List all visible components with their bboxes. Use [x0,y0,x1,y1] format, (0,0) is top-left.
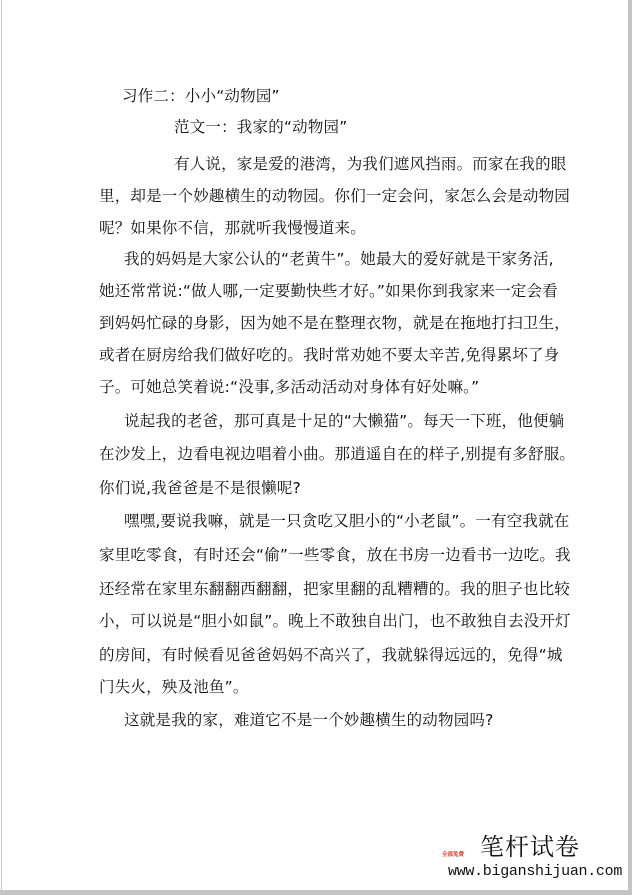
paragraph-4-line-5: 的房间，有时候看见爸爸妈妈不高兴了，我就躲得远远的，免得“城 [99,646,563,664]
watermark-free-tag: 全部免费 [442,852,465,858]
paragraph-2-line-3: 到妈妈忙碌的身影，因为她不是在整理衣物，就是在拖地打扫卫生， [99,314,571,332]
paragraph-4-line-2: 家里吃零食，有时还会“偷”一些零食，放在书房一边看书一边吃。我 [99,546,571,564]
watermark-logo [442,834,622,884]
paragraph-2-line-5: 子。可她总笑着说:“没事,多活动活动对身体有好处嘛。” [99,378,480,396]
paragraph-3-line-2: 在沙发上，边看电视边唱着小曲。那逍遥自在的样子,别提有多舒服。 [99,445,576,463]
watermark-url: www.biganshijuan.com [448,863,623,880]
document-title: 习作二：小小“动物园” [122,87,280,105]
paragraph-1-line-2: 里，却是一个妙趣横生的动物园。你们一定会问，家怎么会是动物园 [99,187,571,205]
paragraph-3-line-1: 说起我的老爸，那可真是十足的“大懒猫”。每天一下班，他便躺 [124,412,565,430]
paragraph-4-line-6: 门失火，殃及池鱼”。 [99,678,249,696]
essay-subtitle: 范文一：我家的“动物园” [174,118,348,136]
paragraph-5-line-1: 这就是我的家，难道它不是一个妙趣横生的动物园吗? [124,711,494,729]
page-edge-right [628,0,632,895]
paragraph-4-line-3: 还经常在家里东翻翻西翻翻，把家里翻的乱糟糟的。我的胆子也比较 [99,580,571,598]
paragraph-2-line-1: 我的妈妈是大家公认的“老黄牛”。她最大的爱好就是干家务活, [124,250,554,268]
paragraph-3-line-3: 你们说,我爸爸是不是很懒呢? [99,479,301,497]
paragraph-2-line-4: 或者在厨房给我们做好吃的。我时常劝她不要太辛苦,免得累坏了身 [99,346,560,364]
paragraph-1-line-1: 有人说，家是爱的港湾，为我们遮风挡雨。而家在我的眼 [174,155,567,173]
paragraph-2-line-2: 她还常常说:“做人哪,一定要勤快些才好。”如果你到我家来一定会看 [99,282,558,300]
paragraph-4-line-1: 嘿嘿,要说我嘛，就是一只贪吃又胆小的“小老鼠”。一有空我就在 [124,512,570,530]
watermark-brand: 笔杆试卷 [480,833,580,861]
paragraph-1-line-3: 呢？如果你不信，那就听我慢慢道来。 [99,219,366,237]
document-page [1,0,629,890]
page-edge-bottom [0,890,632,895]
paragraph-4-line-4: 小，可以说是“胆小如鼠”。晚上不敢独自出门，也不敢独自去没开灯 [99,612,571,630]
